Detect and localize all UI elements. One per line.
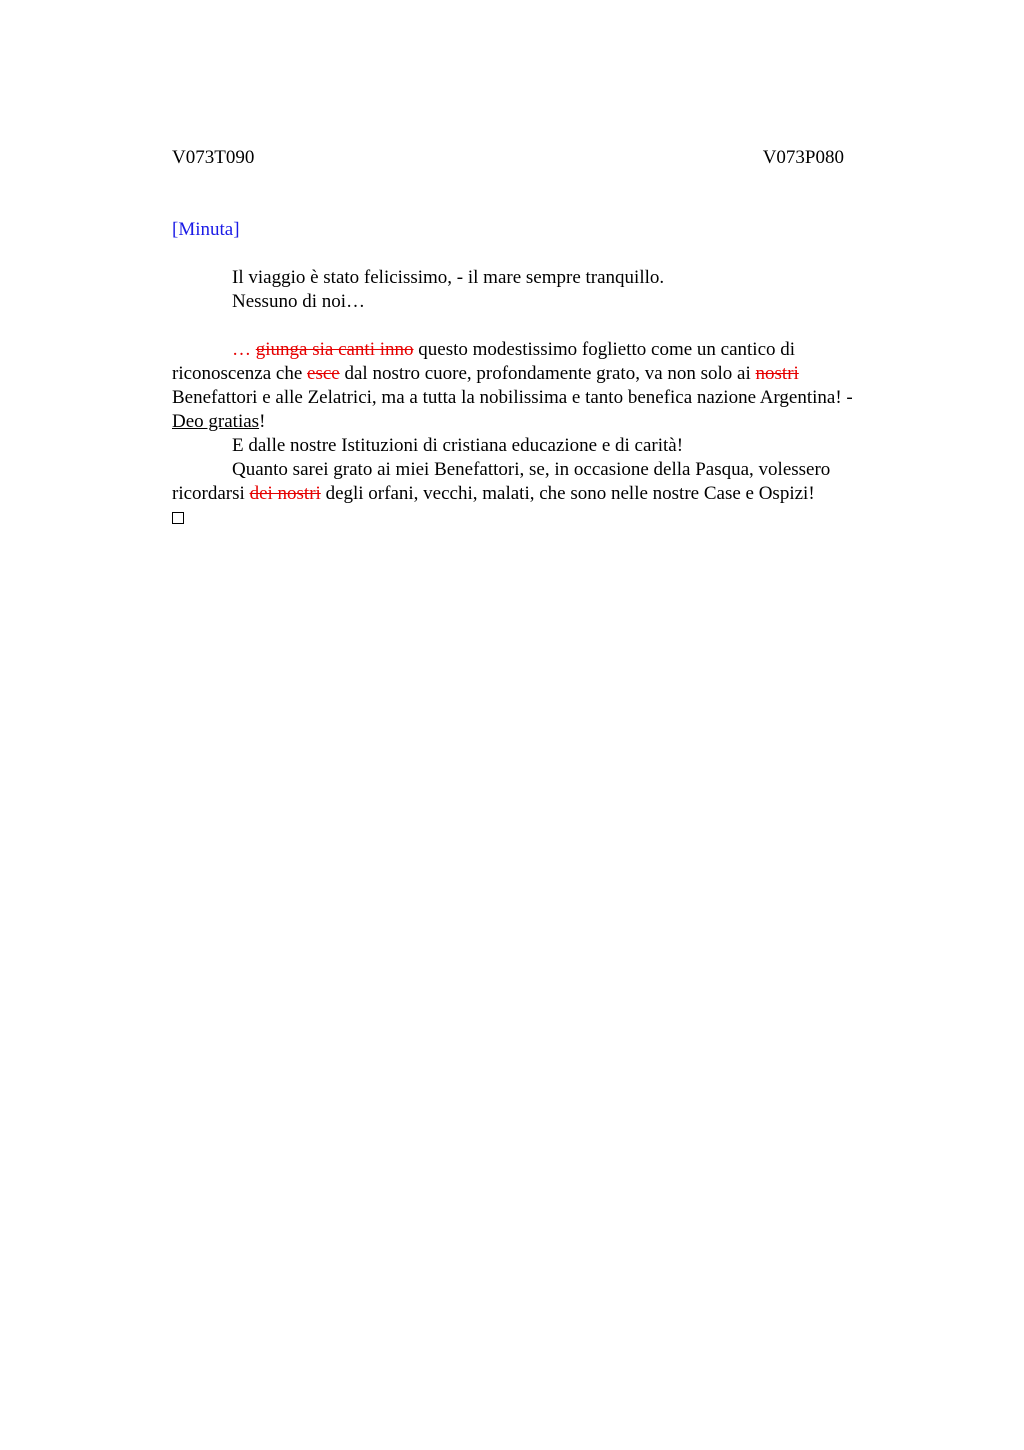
letter-body: [172, 266, 918, 530]
deleted-text: giunga sia canti inno: [255, 339, 414, 360]
text-segment: degli orfani, vecchi, malati, che sono nelle nostre Case e Ospizi!: [320, 483, 815, 504]
paragraph-4-line-1: Quanto sarei grato ai miei Benefattori, se, in occasione della Pasqua, volessero: [232, 459, 831, 480]
paragraph-3: E dalle nostre Istituzioni di cristiana educazione e di carità!: [232, 435, 684, 456]
text-segment: riconoscenza che: [172, 363, 308, 384]
end-mark-line: [172, 506, 918, 530]
red-ellipsis: …: [232, 339, 256, 360]
underlined-text: Deo gratias: [172, 411, 260, 432]
document-codes: [172, 146, 844, 170]
paragraph-1-line-1: Il viaggio è stato felicissimo, - il mare sempre tranquillo.: [232, 267, 665, 288]
text-segment: dal nostro cuore, profondamente grato, va non solo ai: [339, 363, 756, 384]
paragraph-spacer: [172, 314, 918, 338]
text-segment: !: [259, 411, 266, 432]
minuta-label: [172, 218, 240, 242]
document-code-left: V073T090: [172, 147, 255, 168]
deleted-text: dei nostri: [249, 483, 321, 504]
deleted-text: nostri: [755, 363, 799, 384]
paragraph-2-line-2: [172, 362, 918, 386]
paragraph-1-line-2: Nessuno di noi…: [232, 291, 365, 312]
paragraph-2-line-1: [172, 338, 918, 362]
text-segment: ricordarsi: [172, 483, 250, 504]
text-segment: questo modestissimo foglietto come un cantico di: [413, 339, 796, 360]
document-code-right: V073P080: [762, 147, 844, 168]
minuta-close-bracket: ]: [233, 219, 240, 240]
paragraph-2-line-3: Benefattori e alle Zelatrici, ma a tutta la nobilissima e tanto benefica nazione Argentina! -: [172, 387, 853, 408]
deleted-text: esce: [307, 363, 340, 384]
minuta-text: Minuta: [178, 219, 234, 240]
minuta-open-bracket: [: [172, 219, 179, 240]
paragraph-2-line-4: [172, 410, 918, 434]
empty-square-icon: [172, 512, 184, 524]
paragraph-4-line-2: [172, 482, 918, 506]
